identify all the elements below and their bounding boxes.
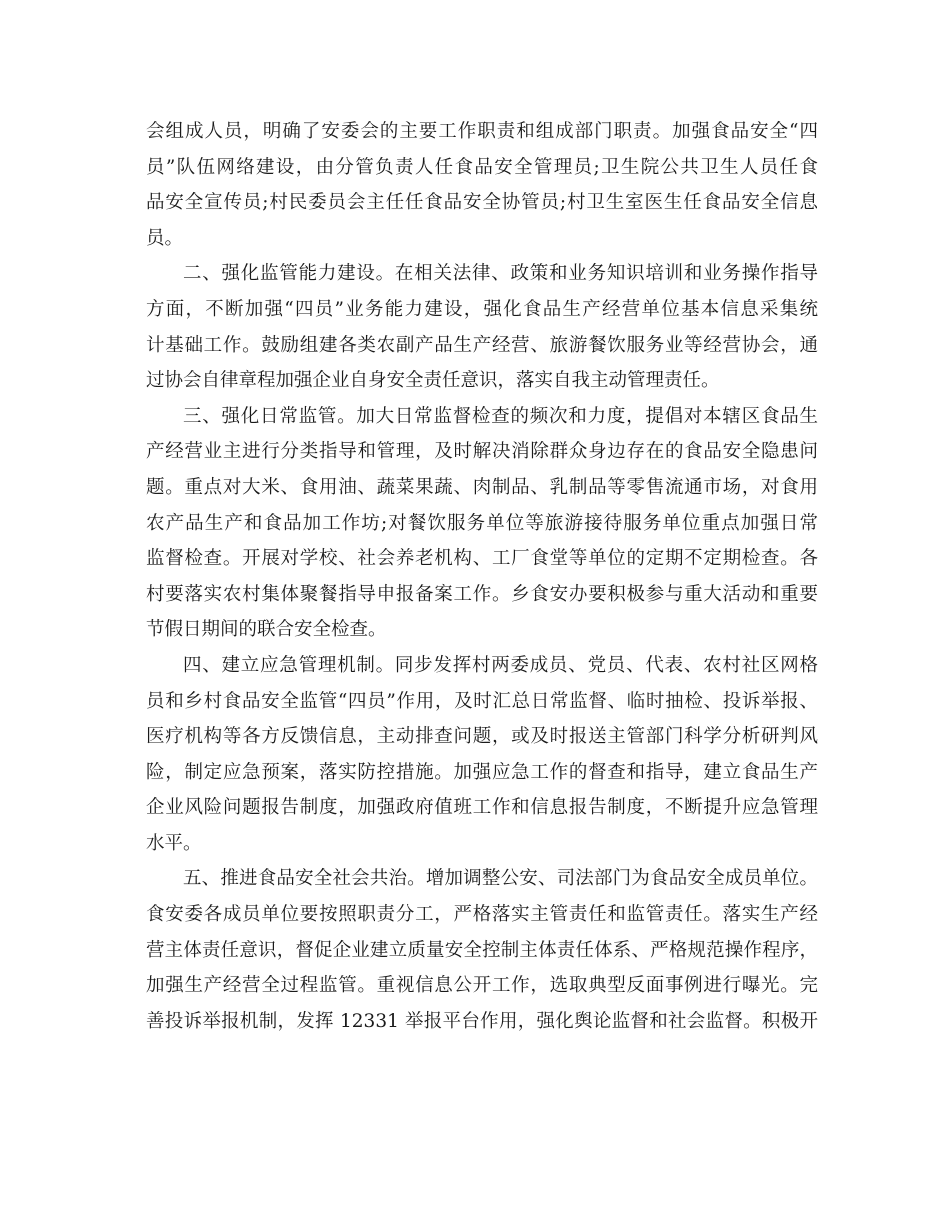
paragraph-3-line-3: 题。重点对大米、食用油、蔬菜果蔬、肉制品、乳制品等零售流通市场，对食用 (146, 476, 818, 498)
paragraph-4-line-4: 险，制定应急预案，落实防控措施。加强应急工作的督查和指导，建立食品生产 (146, 761, 818, 783)
paragraph-1-line-4: 员。 (146, 227, 184, 249)
paragraph-4-line-5: 企业风险问题报告制度，加强政府值班工作和信息报告制度，不断提升应急管理 (146, 797, 818, 819)
paragraph-2-line-2: 方面，不断加强“四员”业务能力建设，强化食品生产经营单位基本信息采集统 (146, 298, 818, 320)
paragraph-3-line-1: 三、强化日常监管。加大日常监督检查的频次和力度，提倡对本辖区食品生 (183, 405, 818, 427)
paragraph-2-line-3: 计基础工作。鼓励组建各类农副产品生产经营、旅游餐饮服务业等经营协会，通 (146, 334, 818, 356)
paragraph-5-line-5: 善投诉举报机制，发挥 12331 举报平台作用，强化舆论监督和社会监督。积极开 (146, 1010, 818, 1032)
paragraph-3-line-2: 产经营业主进行分类指导和管理，及时解决消除群众身边存在的食品安全隐患问 (146, 441, 818, 463)
paragraph-3-line-7: 节假日期间的联合安全检查。 (146, 619, 387, 641)
paragraph-3-line-6: 村要落实农村集体聚餐指导申报备案工作。乡食安办要积极参与重大活动和重要 (146, 583, 818, 605)
paragraph-4-line-2: 员和乡村食品安全监管“四员”作用，及时汇总日常监督、临时抽检、投诉举报、 (146, 690, 818, 712)
paragraph-2-line-1: 二、强化监管能力建设。在相关法律、政策和业务知识培训和业务操作指导 (183, 263, 818, 285)
paragraph-1-line-1: 会组成人员，明确了安委会的主要工作职责和组成部门职责。加强食品安全“四 (146, 121, 818, 142)
paragraph-2-line-4: 过协会自律章程加强企业自身安全责任意识，落实自我主动管理责任。 (146, 370, 720, 392)
paragraph-5-line-2: 食安委各成员单位要按照职责分工，严格落实主管责任和监管责任。落实生产经 (146, 904, 818, 926)
paragraph-4-line-3: 医疗机构等各方反馈信息，主动排查问题，或及时报送主管部门科学分析研判风 (146, 726, 818, 748)
document-body (146, 114, 818, 1039)
paragraph-5-line-3: 营主体责任意识，督促企业建立质量安全控制主体责任体系、严格规范操作程序， (146, 939, 818, 961)
paragraph-5-line-4: 加强生产经营全过程监管。重视信息公开工作，选取典型反面事例进行曝光。完 (146, 975, 818, 997)
paragraph-1-line-3: 品安全宣传员;村民委员会主任任食品安全协管员;村卫生室医生任食品安全信息 (146, 192, 818, 214)
paragraph-3-line-5: 监督检查。开展对学校、社会养老机构、工厂食堂等单位的定期不定期检查。各 (146, 548, 818, 570)
paragraph-4-line-1: 四、建立应急管理机制。同步发挥村两委成员、党员、代表、农村社区网格 (183, 654, 818, 676)
paragraph-4-line-6: 水平。 (146, 832, 202, 854)
paragraph-5-line-1: 五、推进食品安全社会共治。增加调整公安、司法部门为食品安全成员单位。 (183, 868, 818, 890)
paragraph-3-line-4: 农产品生产和食品加工作坊;对餐饮服务单位等旅游接待服务单位重点加强日常 (146, 512, 818, 534)
paragraph-1-line-2: 员”队伍网络建设，由分管负责人任食品安全管理员;卫生院公共卫生人员任食 (146, 156, 818, 178)
